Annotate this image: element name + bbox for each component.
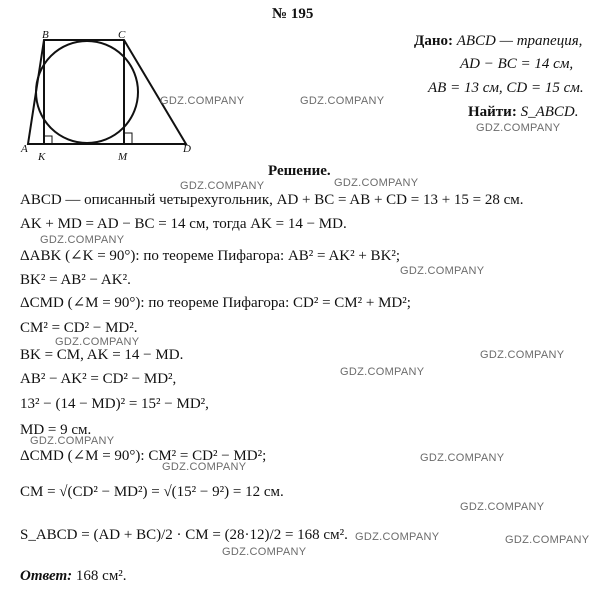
watermark: GDZ.COMPANY — [222, 546, 307, 558]
watermark: GDZ.COMPANY — [160, 95, 245, 107]
right-angle-m — [124, 133, 132, 144]
solution-line-9: 13² − (14 − MD)² = 15² − MD², — [20, 396, 209, 412]
right-angle-k — [44, 136, 52, 144]
watermark: GDZ.COMPANY — [420, 452, 505, 464]
solution-line-1: ABCD — описанный четырехугольник, AD + BC = AB + CD = 13 + 15 = 28 см. — [20, 192, 524, 208]
problem-title: № 195 — [272, 6, 314, 22]
solution-line-3: ΔABK (∠K = 90°): по теореме Пифагора: AB² = AK² + BK²; — [20, 248, 401, 264]
watermark: GDZ.COMPANY — [476, 122, 561, 134]
watermark: GDZ.COMPANY — [505, 534, 590, 546]
solution-line-10: MD = 9 см. — [20, 422, 92, 438]
given-line-3: AB = 13 см, CD = 15 см. — [428, 80, 584, 96]
solution-heading: Решение. — [268, 163, 331, 179]
watermark: GDZ.COMPANY — [460, 501, 545, 513]
watermark: GDZ.COMPANY — [30, 435, 115, 447]
label-c: C — [118, 29, 126, 41]
watermark: GDZ.COMPANY — [55, 336, 140, 348]
watermark: GDZ.COMPANY — [300, 95, 385, 107]
watermark: GDZ.COMPANY — [40, 234, 125, 246]
watermark: GDZ.COMPANY — [355, 531, 440, 543]
label-d: D — [183, 143, 191, 155]
solution-line-5: ΔCMD (∠M = 90°): по теореме Пифагора: CD² = CM² + MD²; — [20, 295, 411, 311]
label-b: B — [42, 29, 49, 41]
solution-line-2: AK + MD = AD − BC = 14 см, тогда AK = 14 − MD. — [20, 216, 347, 232]
label-m: M — [118, 151, 128, 163]
solution-line-8: AB² − AK² = CD² − MD², — [20, 371, 177, 387]
watermark: GDZ.COMPANY — [162, 461, 247, 473]
watermark: GDZ.COMPANY — [480, 349, 565, 361]
solution-line-11: ΔCMD (∠M = 90°): CM² = CD² − MD²; — [20, 448, 267, 464]
inscribed-circle — [36, 41, 138, 143]
watermark: GDZ.COMPANY — [180, 180, 265, 192]
watermark: GDZ.COMPANY — [400, 265, 485, 277]
solution-line-12: CM = √(CD² − MD²) = √(15² − 9²) = 12 см. — [20, 484, 284, 500]
answer-line: Ответ: 168 см². — [20, 568, 127, 584]
solution-line-6: CM² = CD² − MD². — [20, 320, 138, 336]
label-a: A — [21, 143, 28, 155]
solution-line-4: BK² = AB² − AK². — [20, 272, 131, 288]
find-line: Найти: S_ABCD. — [468, 104, 579, 120]
watermark: GDZ.COMPANY — [334, 177, 419, 189]
given-line-2: AD − BC = 14 см, — [460, 56, 574, 72]
label-k: K — [38, 151, 46, 163]
solution-line-7: BK = CM, AK = 14 − MD. — [20, 347, 184, 363]
solution-line-13: S_ABCD = (AD + BC)/2 · CM = (28·12)/2 = 168 см². — [20, 527, 348, 543]
given-line-1: Дано: ABCD — трапеция, — [414, 33, 583, 49]
watermark: GDZ.COMPANY — [340, 366, 425, 378]
